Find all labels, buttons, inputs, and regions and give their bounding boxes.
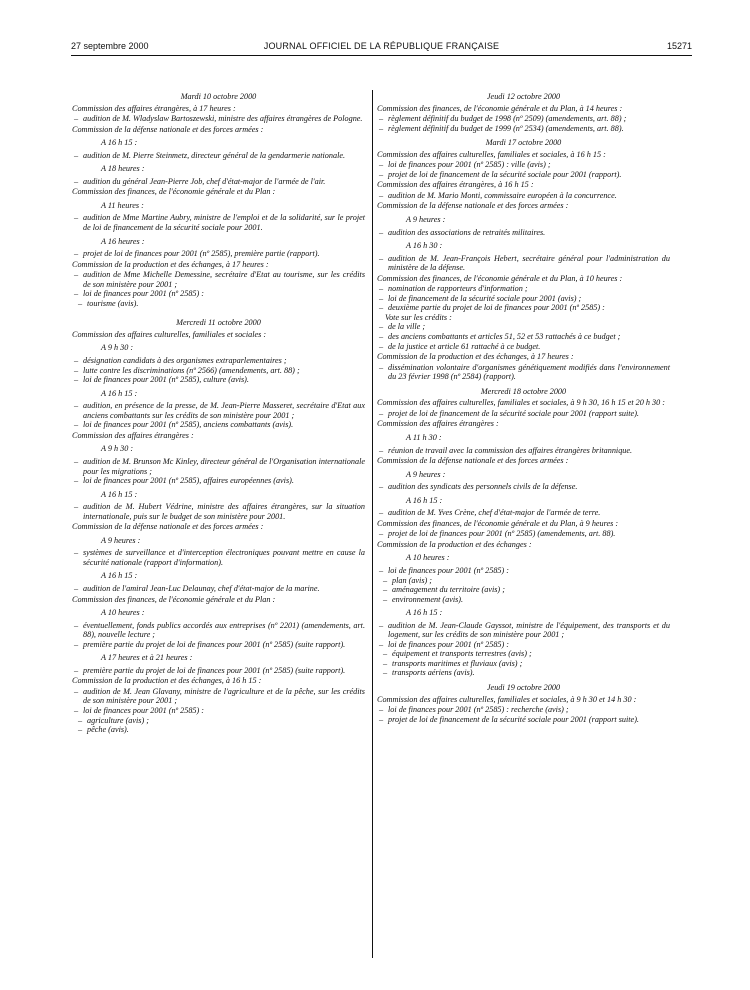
agenda-item: – audition de M. Yves Crène, chef d'état-major de l'armée de terre. [377,508,670,518]
agenda-item: – projet de loi de financement de la sécurité sociale pour 2001 (rapport suite). [377,715,670,725]
agenda-subitem: – transports maritimes et fluviaux (avis) ; [377,659,670,669]
time-slot: A 17 heures et à 21 heures : [101,653,193,663]
agenda-item: – réunion de travail avec la commission des affaires étrangères britannique. [377,446,670,456]
time-slot: A 9 h 30 : [101,444,134,454]
agenda-subitem: – transports aériens (avis). [377,668,670,678]
time-slot: A 9 heures : [406,469,446,479]
day-heading: Mardi 17 octobre 2000 [485,138,562,148]
commission-heading: Commission des affaires étrangères : [72,430,194,440]
agenda-item: – loi de financement de la sécurité sociale pour 2001 (avis) ; [377,294,670,304]
agenda-item: – projet de loi de financement de la sécurité sociale pour 2001 (rapport suite). [377,409,670,419]
day-heading: Mercredi 11 octobre 2000 [176,318,261,328]
agenda-item: – des anciens combattants et articles 51, 52 et 53 rattachés à ce budget ; [377,332,670,342]
agenda-item: – règlement définitif du budget de 1999 (nº 2534) (amendements, art. 88). [377,124,670,134]
time-slot: A 16 heures : [101,236,145,246]
agenda-item: – désignation candidats à des organismes extraparlementaires ; [72,356,365,366]
day-heading: Mercredi 18 octobre 2000 [480,386,567,396]
agenda-item: – audition des syndicats des personnels civils de la défense. [377,482,670,492]
agenda-item: – audition de Mme Martine Aubry, ministre de l'emploi et de la solidarité, sur le projet de loi de financement de la sécurité sociale pour 2001. [72,213,365,232]
agenda-item: – audition de M. Wladyslaw Bartoszewski, ministre des affaires étrangères de Pologne. [72,114,365,124]
agenda-subitem: – plan (avis) ; [377,576,670,586]
commission-heading: Commission de la défense nationale et des forces armées : [72,522,264,532]
agenda-item: – loi de finances pour 2001 (nº 2585) : recherche (avis) ; [377,705,670,715]
header-date: 27 septembre 2000 [71,41,149,51]
agenda-item: – éventuellement, fonds publics accordés aux entreprises (nº 2201) (amendements, art. 88), nouvelle lecture ; [72,621,365,640]
left-column [72,91,365,735]
commission-heading: Commission de la production et des échanges : [377,539,532,549]
agenda-item: – audition de M. Jean-François Hebert, secrétaire général pour l'administration du ministère de la défense. [377,254,670,273]
page-number: 15271 [666,41,692,51]
time-slot: A 9 h 30 : [101,343,134,353]
commission-heading: Commission des affaires culturelles, familiales et sociales, à 16 h 15 : [377,149,606,159]
commission-heading: Commission des affaires culturelles, familiales et sociales, à 9 h 30, 16 h 15 et 20 h 30 : [377,398,665,408]
journal-title: JOURNAL OFFICIEL DE LA RÉPUBLIQUE FRANÇAISE [263,41,500,51]
agenda-item: – audition de M. Brunson Mc Kinley, directeur général de l'Organisation internationale pour les migrations ; [72,457,365,476]
agenda-item: – audition de M. Mario Monti, commissaire européen à la concurrence. [377,191,670,201]
agenda-item: – loi de finances pour 2001 (nº 2585) : [72,706,365,716]
agenda-item: – audition du général Jean-Pierre Job, chef d'état-major de l'armée de l'air. [72,177,365,187]
agenda-item: – deuxième partie du projet de loi de finances pour 2001 (nº 2585) : [377,303,670,313]
time-slot: A 9 heures : [101,535,141,545]
agenda-item: – nomination de rapporteurs d'information ; [377,284,670,294]
agenda-item: – audition, en présence de la presse, de M. Jean-Pierre Masseret, secrétaire d'Etat aux anciens combattants sur les crédits de son ministère pour 2001 ; [72,401,365,420]
agenda-subitem: – environnement (avis). [377,595,670,605]
agenda-item: – audition de l'amiral Jean-Luc Delaunay, chef d'état-major de la marine. [72,584,365,594]
time-slot: A 18 heures : [101,164,145,174]
agenda-item: – audition de M. Pierre Steinmetz, directeur général de la gendarmerie nationale. [72,151,365,161]
commission-heading: Commission des affaires étrangères, à 17 heures : [72,103,236,113]
header-rule [71,55,692,56]
agenda-subitem: – tourisme (avis). [72,299,365,309]
time-slot: A 9 heures : [406,215,446,225]
agenda-item: – de la ville ; [377,322,670,332]
agenda-item: – lutte contre les discriminations (nº 2566) (amendements, art. 88) ; [72,366,365,376]
agenda-item: – loi de finances pour 2001 (nº 2585), culture (avis). [72,375,365,385]
time-slot: A 16 h 15 : [406,608,443,618]
time-slot: A 16 h 15 : [101,489,138,499]
agenda-item: – première partie du projet de loi de finances pour 2001 (nº 2585) (suite rapport). [72,666,365,676]
time-slot: A 16 h 15 : [101,388,138,398]
agenda-item: – loi de finances pour 2001 (nº 2585) : [377,566,670,576]
agenda-item: – audition de M. Jean Glavany, ministre de l'agriculture et de la pêche, sur les crédits de son ministère pour 2001 ; [72,687,365,706]
agenda-subitem: – aménagement du territoire (avis) ; [377,585,670,595]
agenda-subitem: – équipement et transports terrestres (avis) ; [377,649,670,659]
time-slot: A 10 heures : [406,553,450,563]
vote-heading: Vote sur les crédits : [385,312,452,322]
agenda-item: – projet de loi de financement de la sécurité sociale pour 2001 (rapport). [377,170,670,180]
agenda-item: – audition de Mme Michelle Demessine, secrétaire d'Etat au tourisme, sur les crédits de son ministère pour 2001 ; [72,270,365,289]
day-heading: Jeudi 19 octobre 2000 [486,682,561,692]
time-slot: A 16 h 15 : [101,138,138,148]
commission-heading: Commission des finances, de l'économie générale et du Plan, à 10 heures : [377,273,623,283]
agenda-subitem: – agriculture (avis) ; [72,716,365,726]
column-divider [372,90,373,958]
agenda-item: – audition de M. Jean-Claude Gayssot, ministre de l'équipement, des transports et du logement, sur les crédits de son ministère pour 2001 ; [377,621,670,640]
agenda-item: – première partie du projet de loi de finances pour 2001 (nº 2585) (suite rapport). [72,640,365,650]
agenda-item: – dissémination volontaire d'organismes génétiquement modifiés dans l'environnement du 23 février 1998 (nº 2584) (rapport). [377,363,670,382]
time-slot: A 16 h 30 : [406,241,443,251]
time-slot: A 16 h 15 : [406,495,443,505]
agenda-item: – systèmes de surveillance et d'interception électroniques pouvant mettre en cause la sécurité nationale (rapport d'information). [72,548,365,567]
agenda-item: – règlement définitif du budget de 1998 (nº 2509) (amendements, art. 88) ; [377,114,670,124]
commission-heading: Commission de la défense nationale et des forces armées : [377,456,569,466]
commission-heading: Commission de la production et des échanges, à 17 heures : [72,259,269,269]
time-slot: A 11 h 30 : [406,432,442,442]
agenda-item: – de la justice et article 61 rattaché à ce budget. [377,342,670,352]
day-heading: Jeudi 12 octobre 2000 [486,92,561,101]
time-slot: A 11 heures : [101,200,144,210]
time-slot: A 16 h 15 : [101,571,138,581]
commission-heading: Commission de la production et des échanges, à 17 heures : [377,352,574,362]
agenda-item: – projet de loi de finances pour 2001 (nº 2585), première partie (rapport). [72,249,365,259]
commission-heading: Commission des finances, de l'économie générale et du Plan : [72,187,276,197]
right-column [377,91,670,724]
commission-heading: Commission des affaires culturelles, familiales et sociales : [72,329,267,339]
day-heading: Mardi 10 octobre 2000 [180,92,257,101]
page-header [71,41,692,55]
commission-heading: Commission de la défense nationale et des forces armées : [377,201,569,211]
agenda-item: – projet de loi de finances pour 2001 (nº 2585) (amendements, art. 88). [377,529,670,539]
commission-heading: Commission des finances, de l'économie générale et du Plan : [72,594,276,604]
agenda-item: – loi de finances pour 2001 (nº 2585), anciens combattants (avis). [72,420,365,430]
commission-heading: Commission des affaires culturelles, familiales et sociales, à 9 h 30 et 14 h 30 : [377,694,637,704]
commission-heading: Commission des finances, de l'économie générale et du Plan, à 14 heures : [377,103,623,113]
agenda-subitem: – pêche (avis). [72,725,365,735]
agenda-item: – loi de finances pour 2001 (nº 2585) : [72,289,365,299]
commission-heading: Commission de la défense nationale et des forces armées : [72,124,264,134]
agenda-item: – loi de finances pour 2001 (nº 2585), affaires européennes (avis). [72,476,365,486]
agenda-item: – loi de finances pour 2001 (nº 2585) : [377,640,670,650]
time-slot: A 10 heures : [101,608,145,618]
commission-heading: Commission de la production et des échanges, à 16 h 15 : [72,676,262,686]
commission-heading: Commission des affaires étrangères : [377,419,499,429]
agenda-item: – audition des associations de retraités militaires. [377,228,670,238]
commission-heading: Commission des finances, de l'économie générale et du Plan, à 9 heures : [377,518,619,528]
agenda-item: – loi de finances pour 2001 (nº 2585) : ville (avis) ; [377,160,670,170]
agenda-item: – audition de M. Hubert Védrine, ministre des affaires étrangères, sur la situation internationale, puis sur le budget de son ministère pour 2001. [72,502,365,521]
commission-heading: Commission des affaires étrangères, à 16 h 15 : [377,180,534,190]
